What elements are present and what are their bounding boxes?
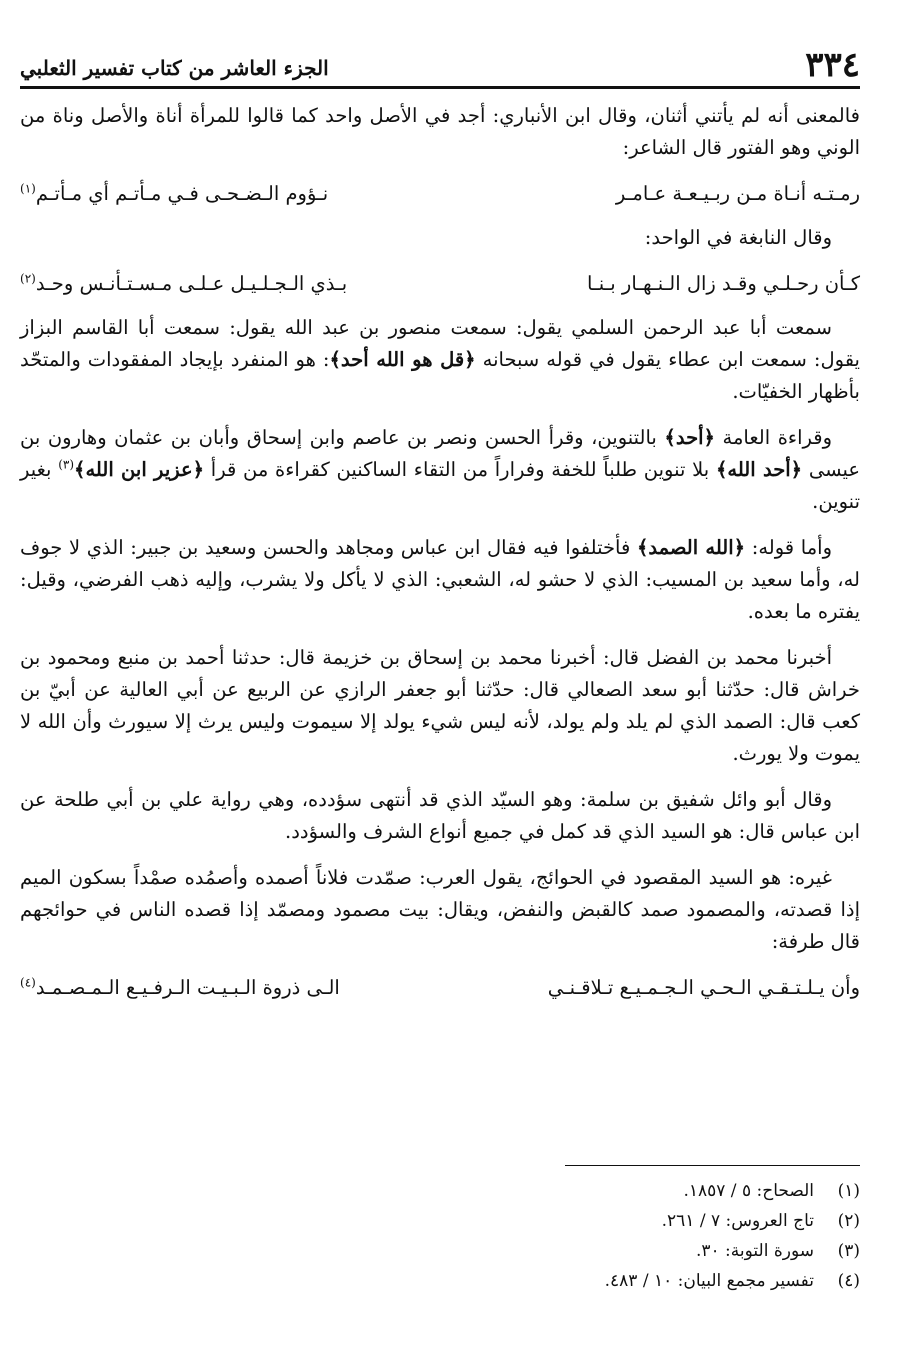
verse-first-hemistich: وأن يـلـتـقـي الـحـي الـجـمـيـع تـلاقـنـي	[547, 976, 860, 999]
quran-quote: ﴿أحد الله﴾	[715, 458, 803, 481]
paragraph-text: بلا تنوين طلباً للخفة وفراراً من التقاء الساكنين كقراءة من قرأ	[204, 458, 716, 481]
paragraph-text: وأما قوله:	[745, 536, 832, 559]
page-header	[20, 38, 860, 85]
paragraph-text: وقراءة العامة	[714, 426, 832, 449]
poetry-verse	[20, 178, 860, 210]
paragraph	[20, 312, 860, 408]
hemistich-text: نـؤوم الـضـحـى فـي مـأتـم أي مـأتـم	[35, 182, 329, 205]
main-text	[20, 100, 860, 1016]
paragraph-text: سمعت أبا عبد الرحمن السلمي يقول: سمعت منصور بن عبد الله يقول: سمعت أبا القاسم البزاز يقول: سمعت ابن عطاء يقول في قوله سبحانه	[20, 316, 860, 371]
footnote-text: تاج العروس: ٧ / ٢٦١.	[661, 1211, 814, 1231]
paragraph	[20, 642, 860, 770]
verse-first-hemistich: رمـتـه أنـاة مـن ربـيـعـة عـامـر	[615, 182, 860, 205]
paragraph-text: فأختلفوا فيه فقال ابن عباس ومجاهد والحسن وسعيد بن جبير: الذي لا جوف له، وأما سعيد بن المسيب: الذي لا حشو له، الشعبي: الذي لا يأكل ولا يشرب، وإليه ذهب الفرضي، وقيل: يفتره ما بعده.	[20, 536, 860, 623]
footnote-text: الصحاح: ٥ / ١٨٥٧.	[683, 1181, 814, 1201]
paragraph-text: : هو المنفرد بإيجاد المفقودات والمتحّد بأظهار الخفيّات.	[20, 348, 860, 403]
quran-quote: ﴿أحد﴾	[664, 426, 715, 449]
hemistich-text: بـذي الـجـلـيـل عـلـى مـسـتـأنـس وحـد	[35, 272, 348, 295]
footnote-number: (١)	[837, 1181, 860, 1201]
paragraph	[20, 222, 860, 254]
footnote-text: تفسير مجمع البيان: ١٠ / ٤٨٣.	[604, 1271, 814, 1291]
footnote-ref: (٢)	[20, 271, 36, 286]
footnote	[20, 1206, 860, 1236]
footnote-number: (٣)	[837, 1241, 860, 1261]
paragraph	[20, 100, 860, 164]
paragraph-text: وقال النابغة في الواحد:	[644, 226, 832, 249]
page-number: ٣٣٤	[805, 45, 860, 85]
paragraph-text: بالتنوين، وقرأ الحسن ونصر بن عاصم وابن إسحاق وأبان بن عثمان وهارون بن عيسى	[20, 426, 861, 481]
paragraph	[20, 862, 860, 958]
paragraph	[20, 784, 860, 848]
paragraph-text: أخبرنا محمد بن الفضل قال: أخبرنا محمد بن إسحاق بن خزيمة قال: حدثنا أحمد بن منبع ومحمود بن خراش قال: حدّثنا أبو سعد الصعالي قال: حدّثنا أبو جعفر الرازي عن الربيع عن أبي العالية عن أبيّ بن كعب قال: الصمد الذي لم يلد ولم يولد، لأنه ليس شيء يولد إلا سيموت وليس يرث إلا سيورث وأن الله لا يموت ولا يورث.	[20, 646, 860, 765]
header-rule	[20, 86, 860, 89]
verse-second-hemistich	[20, 972, 340, 1004]
footnote-number: (٢)	[837, 1211, 860, 1231]
paragraph-text: وقال أبو وائل شفيق بن سلمة: وهو السيّد الذي قد أنتهى سؤدده، وهي رواية علي بن أبي طلحة عن ابن عباس قال: هو السيد الذي قد كمل في جميع أنواع الشرف والسؤدد.	[20, 788, 860, 843]
footnote-ref: (١)	[20, 181, 36, 196]
verse-second-hemistich	[20, 268, 347, 300]
paragraph-text: غيره: هو السيد المقصود في الحوائج، يقول العرب: صمّدت فلاناً أصمده وأصمُده صمْداً بسكون الميم إذا قصدته، والمصمود صمد كالقبض والنفض، ويقال: بيت مصمود ومصمّد إذا قصده الناس في حوائجهم قال طرفة:	[20, 866, 860, 953]
footnote-number: (٤)	[837, 1271, 860, 1291]
poetry-verse	[20, 268, 860, 300]
footnote-text: سورة التوبة: ٣٠.	[695, 1241, 814, 1261]
footnote	[20, 1266, 860, 1296]
footnote-ref: (٣)	[58, 457, 75, 472]
paragraph	[20, 422, 860, 518]
footnote-ref: (٤)	[20, 975, 36, 990]
verse-second-hemistich	[20, 178, 328, 210]
footnotes	[20, 1176, 860, 1296]
paragraph-text: فالمعنى أنه لم يأتني أثنان، وقال ابن الأنباري: أجد في الأصل واحد كما قالوا للمرأة أناة والأصل وناة من الوني وهو الفتور قال الشاعر:	[20, 104, 860, 159]
poetry-verse	[20, 972, 860, 1004]
running-title: الجزء العاشر من كتاب تفسير الثعلبي	[20, 56, 329, 80]
quran-quote: ﴿عزير ابن الله﴾	[74, 458, 205, 481]
hemistich-text: الـى ذروة الـبـيـت الـرفـيـع الـمـصـمـد	[35, 976, 340, 999]
footnote	[20, 1176, 860, 1206]
paragraph	[20, 532, 860, 628]
paragraph-text: بغير تنوين.	[20, 458, 860, 513]
quran-quote: ﴿قل هو الله أحد﴾	[329, 348, 476, 371]
footnote-rule	[565, 1165, 860, 1166]
footnote	[20, 1236, 860, 1266]
verse-first-hemistich: كـأن رحـلـي وقـد زال الـنـهـار بـنـا	[587, 272, 860, 295]
quran-quote: ﴿الله الصمد﴾	[636, 536, 746, 559]
